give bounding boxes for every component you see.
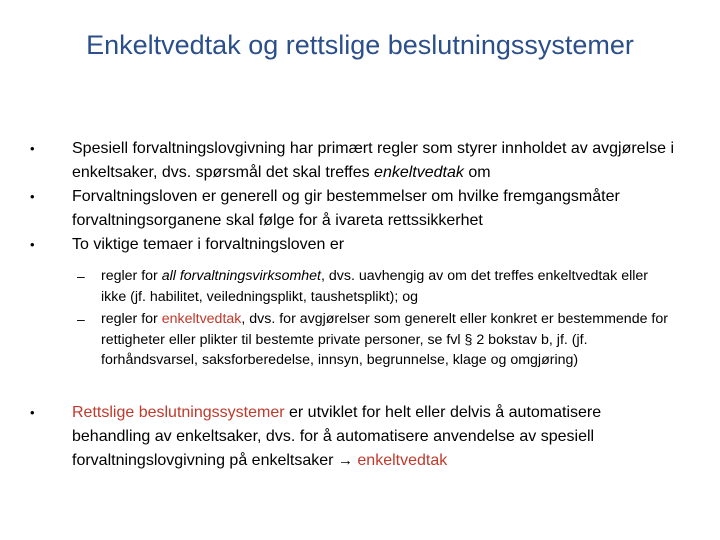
slide-title: Enkeltvedtak og rettslige beslutningssystemer [86, 30, 634, 60]
right-arrow-icon: → [337, 452, 353, 469]
bullet-4-highlight: Rettslige beslutningssystemer [72, 404, 285, 421]
bullet-dot-icon: • [30, 189, 35, 204]
bullet-item-2 [30, 185, 680, 233]
sub-1-lead: regler for [101, 268, 162, 284]
sub-2-highlight: enkeltvedtak [161, 311, 242, 327]
bullet-4-highlight-end: enkeltvedtak [357, 452, 448, 469]
sub-item-1 [30, 266, 670, 307]
bullet-item-3 [30, 233, 680, 257]
bullet-1-tail: om [463, 164, 491, 181]
bullet-item-4 [30, 401, 680, 473]
sub-dash-icon: – [77, 268, 85, 284]
bullet-item-1 [30, 137, 680, 185]
sub-2-lead: regler for [101, 311, 162, 327]
sub-bullet-list [30, 266, 670, 373]
sub-1-emphasis: all forvaltningsvirksomhet [161, 268, 321, 284]
bullet-2-text: Forvaltningsloven er generell og gir bestemmelser om hvilke fremgangsmåter forvaltningsorganene skal følge for å ivareta rettssikkerhet [72, 188, 620, 229]
bullet-dot-icon: • [30, 141, 35, 156]
sub-2-tail: , dvs. for avgjørelser som generelt eller konkret er bestemmende for rettigheter eller plikter til bestemte private personer, se fvl § 2 bokstav b, jf. (jf. forhåndsvarsel, saksforberedelse, innsyn, begrunnelse, klage og omgjøring) [101, 311, 668, 368]
bullet-dot-icon: • [30, 237, 35, 252]
bullet-4-text: er utviklet for helt eller delvis å automatisere behandling av enkeltsaker, dvs. for å automatisere anvendelse av spesiell forvaltningslovgivning på enkeltsaker [72, 404, 602, 469]
bullet-dot-icon: • [30, 405, 35, 420]
bullet-3-text: To viktige temaer i forvaltningsloven er [72, 236, 345, 253]
sub-1-tail: , dvs. uavhengig av om det treffes enkeltvedtak eller ikke (jf. habilitet, veiledningsplikt, taushetsplikt); og [101, 268, 649, 305]
bullet-1-emphasis: enkeltvedtak [374, 164, 464, 181]
bullet-list [30, 137, 680, 257]
sub-item-2 [30, 309, 670, 371]
bullet-list-lower [30, 401, 680, 473]
sub-dash-icon: – [77, 311, 85, 327]
bullet-1-text: Spesiell forvaltningslovgivning har primært regler som styrer innholdet av avgjørelse i enkeltsaker, dvs. spørsmål det skal treffes [72, 140, 675, 181]
